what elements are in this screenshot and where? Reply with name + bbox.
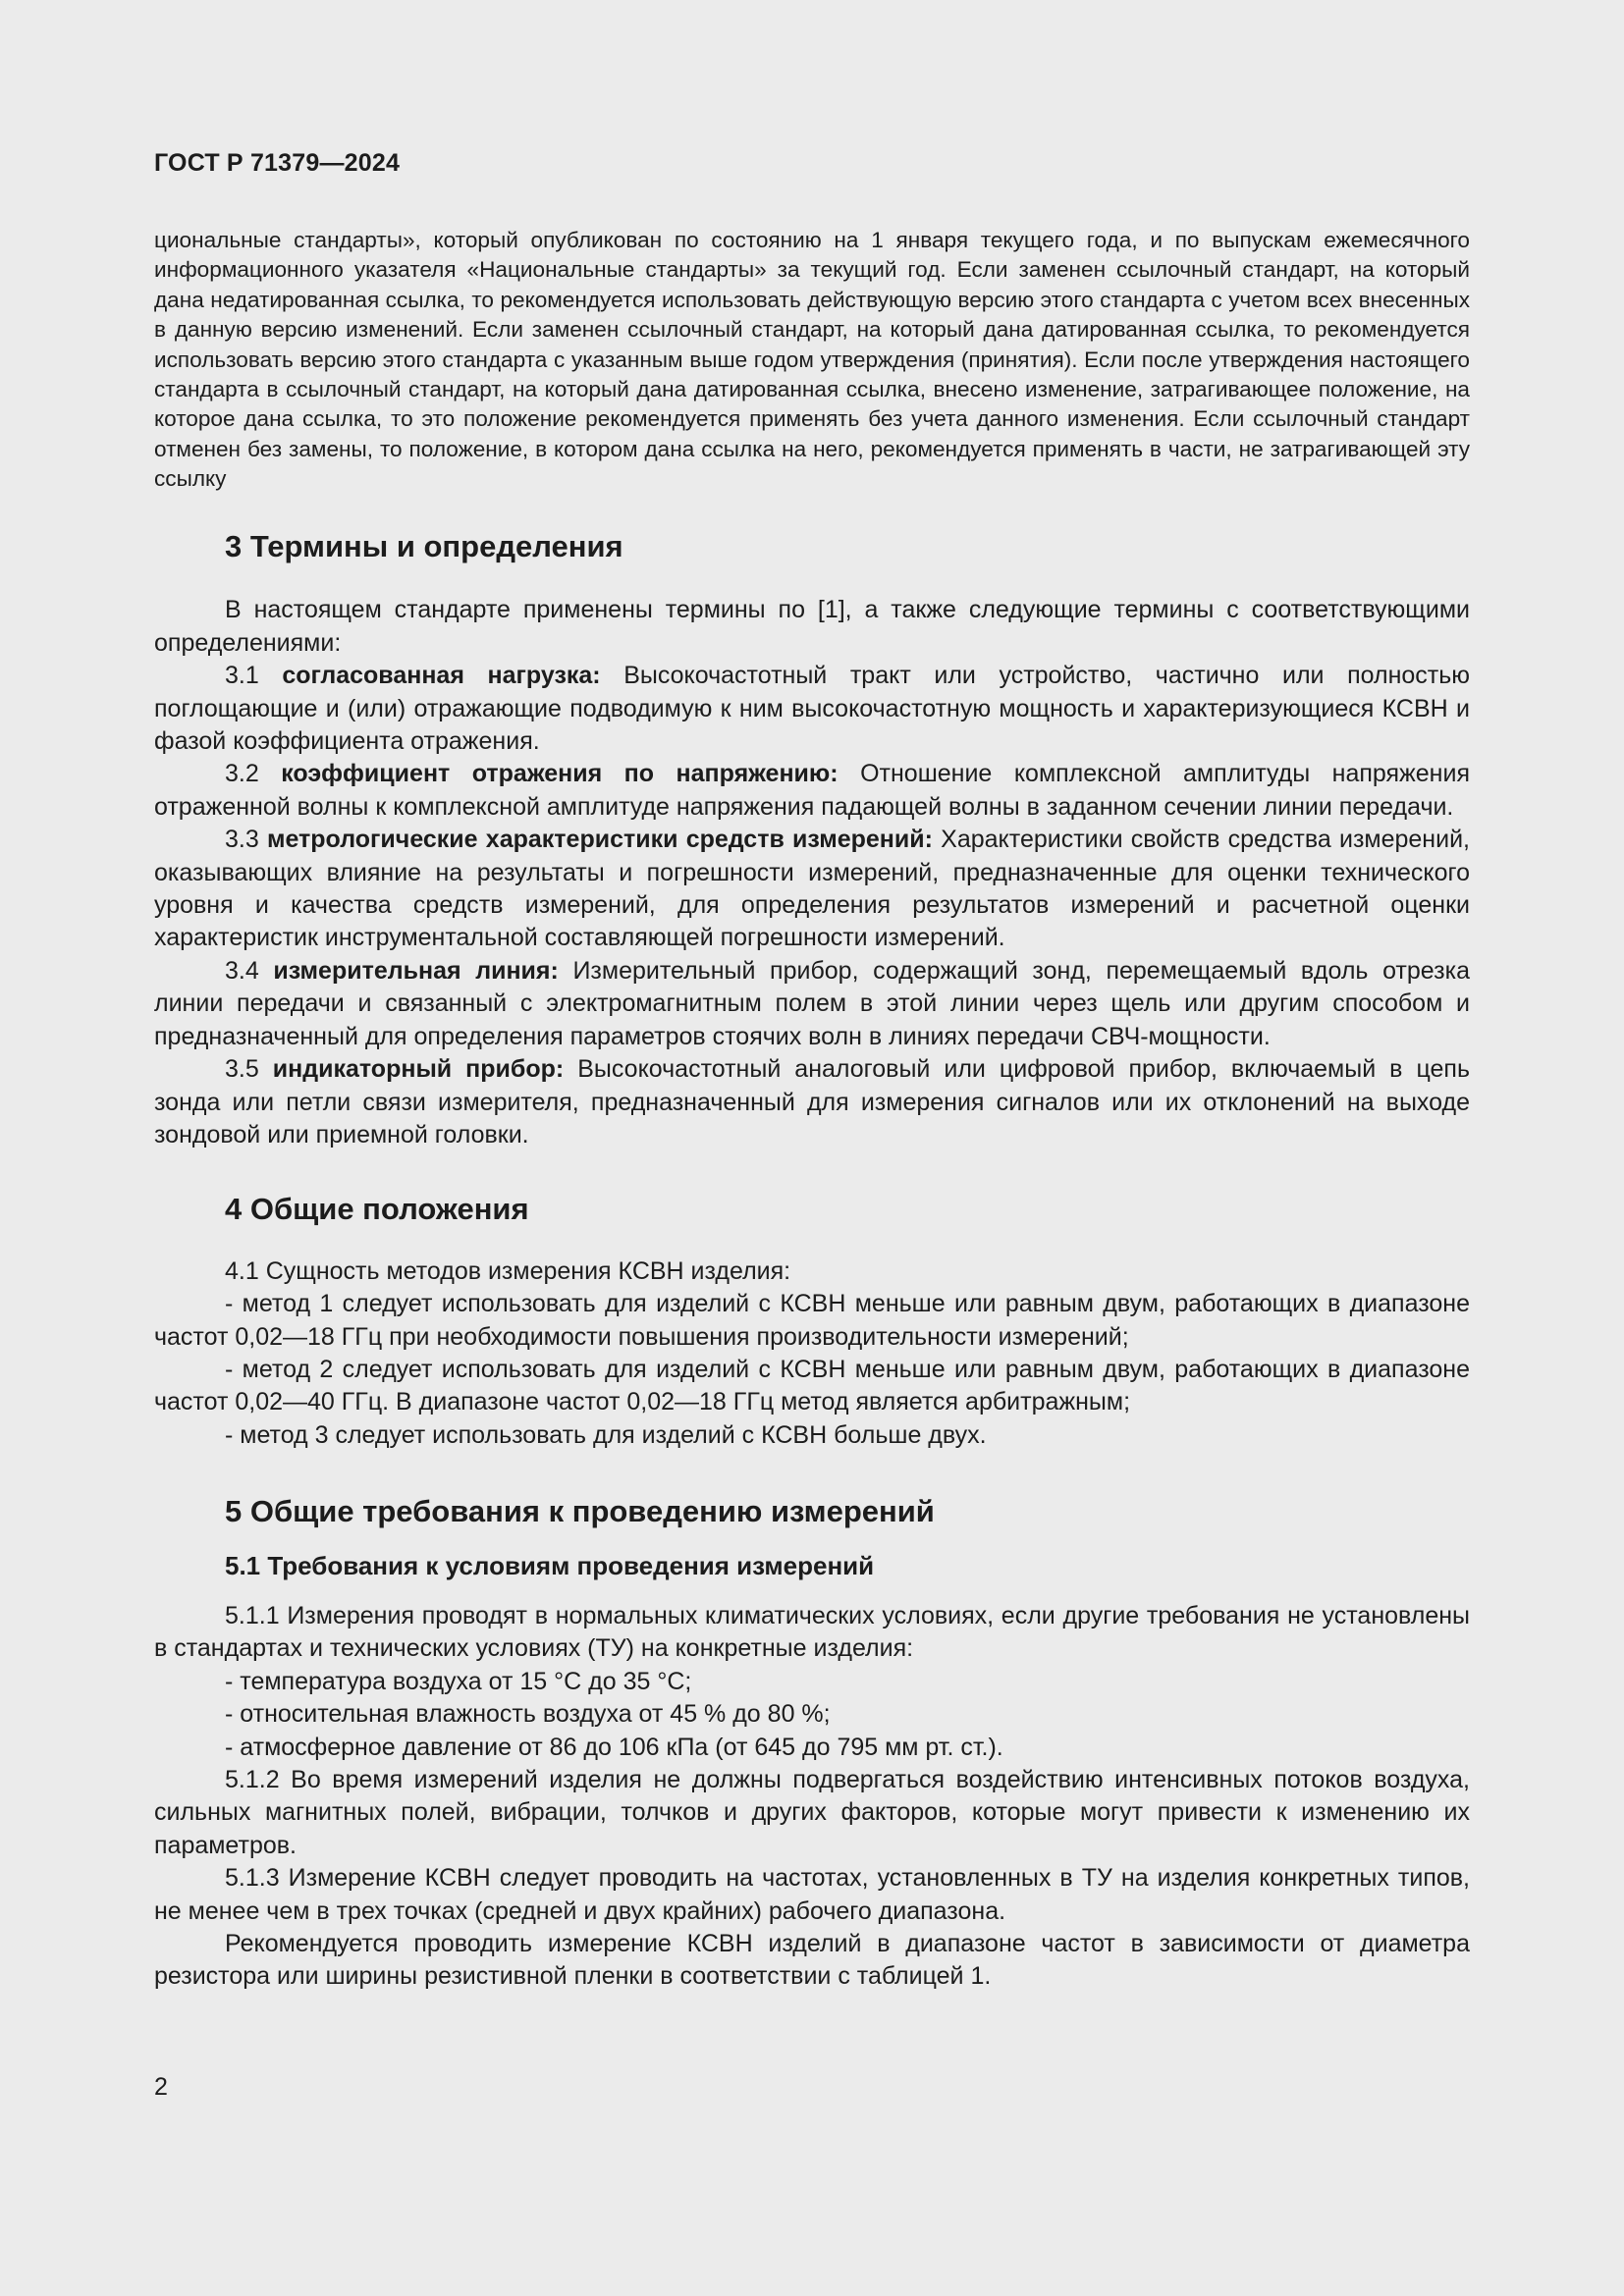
term-number: 3.5 [225, 1055, 273, 1084]
term-3-4 [154, 955, 1470, 1053]
section-5-para: - температура воздуха от 15 °C до 35 °C; [225, 1667, 692, 1695]
document-header: ГОСТ Р 71379—2024 [154, 149, 401, 177]
section-5-1-title: 5.1 Требования к условиям проведения измерений [225, 1550, 875, 1580]
term-3-5 [154, 1053, 1470, 1151]
term-number: 3.3 [225, 826, 267, 854]
section-4-para: - метод 1 следует использовать для изделий с КСВН меньше или равным двум, работающих в диапазоне частот 0,02—18 ГГц при необходимости повышения производительности измерений; [154, 1290, 1470, 1351]
term-name: согласованная нагрузка: [282, 662, 601, 690]
page-number: 2 [154, 2073, 168, 2101]
term-name: коэффициент отражения по напряжению: [281, 760, 839, 788]
section-4-para: 4.1 Сущность методов измерения КСВН изделия: [225, 1256, 791, 1285]
intro-paragraph [154, 226, 1470, 495]
document-body [154, 530, 1470, 1994]
term-definition: Высокочастотный тракт или устройство, частично или полностью поглощающие и (или) отражающие подводимую к ним высокочастотную мощность и характеризующиеся КСВН и фазой коэффициента отражения. [154, 662, 1471, 756]
section-4-para: - метод 2 следует использовать для изделий с КСВН меньше или равным двум, работающих в диапазоне частот 0,02—40 ГГц. В диапазоне частот 0,02—18 ГГц метод является арбитражным; [154, 1355, 1470, 1416]
section-5-para: - атмосферное давление от 86 до 106 кПа (от 645 до 795 мм рт. ст.). [225, 1733, 1003, 1761]
term-number: 3.2 [225, 760, 282, 788]
term-definition: Высокочастотный аналоговый или цифровой прибор, включаемый в цепь зонда или петли связи измерителя, предназначенный для измерения сигналов или их отклонений на выходе зондовой или приемной головки. [154, 1055, 1470, 1148]
section-5-para: 5.1.3 Измерение КСВН следует проводить на частотах, установленных в ТУ на изделия конкретных типов, не менее чем в трех точках (средней и двух крайних) рабочего диапазона. [154, 1864, 1470, 1925]
section-5-para: 5.1.2 Во время измерений изделия не должны подвергаться воздействию интенсивных потоков воздуха, сильных магнитных полей, вибрации, толчков и других факторов, которые могут привести к изменению их параметров. [154, 1766, 1470, 1859]
term-definition: Характеристики свойств средства измерений, оказывающих влияние на результаты и погрешности измерений, предназначенные для оценки технического уровня и качества средств измерений, для определения результатов измерений и расчетной оценки характеристик инструментальной составляющей погрешности измерений. [154, 826, 1470, 952]
section-3-title: 3 Термины и определения [225, 529, 623, 563]
term-name: метрологические характеристики средств измерений: [266, 826, 933, 854]
term-3-2 [154, 758, 1470, 824]
section-5-title: 5 Общие требования к проведению измерений [225, 1494, 935, 1529]
section-5-para: - относительная влажность воздуха от 45 % до 80 %; [225, 1700, 831, 1729]
section-4-para: - метод 3 следует использовать для изделий с КСВН больше двух. [225, 1420, 987, 1449]
section-4-title: 4 Общие положения [225, 1192, 529, 1227]
term-definition: Измерительный прибор, содержащий зонд, перемещаемый вдоль отрезка линии передачи и связанный с электромагнитным полем в этой линии через щель или другим способом и предназначенный для определения параметров стоячих волн в линиях передачи СВЧ-мощности. [154, 956, 1470, 1050]
term-number: 3.4 [225, 956, 274, 985]
term-3-3 [154, 824, 1470, 955]
section-5-para: Рекомендуется проводить измерение КСВН изделий в диапазоне частот в зависимости от диаметра резистора или ширины резистивной пленки в соответствии с таблицей 1. [154, 1930, 1470, 1991]
term-name: измерительная линия: [273, 956, 559, 985]
section-5-para: 5.1.1 Измерения проводят в нормальных климатических условиях, если другие требования не установлены в стандартах и технических условиях (ТУ) на конкретные изделия: [154, 1601, 1470, 1663]
term-number: 3.1 [225, 662, 283, 690]
term-3-1 [154, 660, 1470, 758]
intro-text: циональные стандарты», который опубликован по состоянию на 1 января текущего года, и по выпускам ежемесячного информационного указателя «Национальные стандарты» за текущий год. Если заменен ссылочный стандарт, на который дана недатированная ссылка, то рекомендуется использовать действующую версию этого стандарта с учетом всех внесенных в данную версию изменений. Если заменен ссылочный стандарт, на который дана датированная ссылка, то рекомендуется использовать версию этого стандарта с указанным выше годом утверждения (принятия). Если после утверждения настоящего стандарта в ссылочный стандарт, на который дана датированная ссылка, внесено изменение, затрагивающее положение, на которое дана ссылка, то это положение рекомендуется применять без учета данного изменения. Если ссылочный стандарт отменен без замены, то положение, в котором дана ссылка на него, рекомендуется применять в части, не затрагивающей эту ссылку [154, 228, 1470, 492]
term-name: индикаторный прибор: [272, 1055, 565, 1084]
section-3-intro: В настоящем стандарте применены термины по [1], а также следующие термины с соответствующими определениями: [154, 596, 1470, 657]
term-definition: Отношение комплексной амплитуды напряжения отраженной волны к комплексной амплитуде напряжения падающей волны в заданном сечении линии передачи. [154, 760, 1470, 821]
